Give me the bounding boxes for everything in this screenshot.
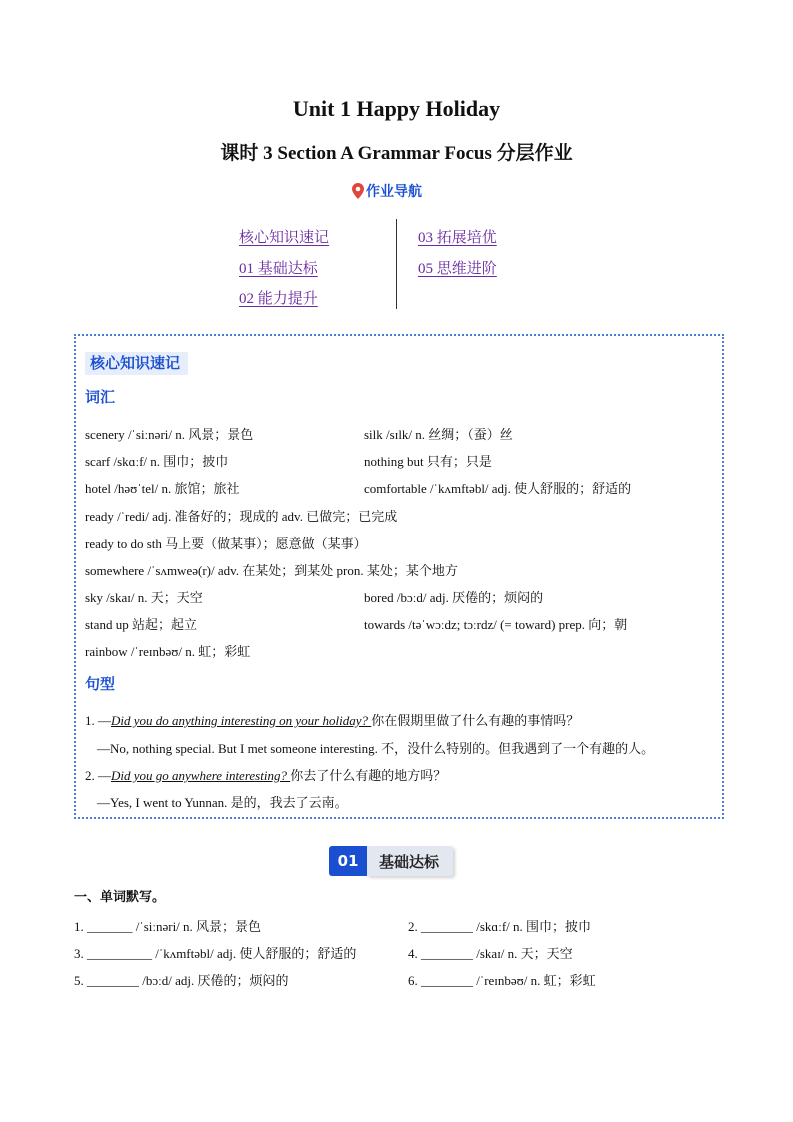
section-label: 基础达标 [367,846,453,876]
sentence-2-question: 2. —Did you go anywhere interesting? 你去了什么有趣的地方吗？ [85,768,447,783]
nav-link-05[interactable]: 05 思维进阶 [418,261,497,277]
nav-link-knowledge[interactable]: 核心知识速记 [239,230,330,246]
vocab-left-5: somewhere /ˈsʌmweə(r)/ adv. 在某处；到某处 pron. 某处；某个地方 [85,563,458,578]
exercise-2: 2. ________ /skɑːf/ n. 围巾；披巾 [408,919,592,934]
page-title: Unit 1 Happy Holiday [292,96,501,121]
nav-link-03[interactable]: 03 拓展培优 [418,230,497,246]
knowledge-section-title: 核心知识速记 [85,352,188,373]
vocab-left-4: ready to do sth 马上要（做某事）；愿意做（某事） [85,536,367,551]
vocab-left-3: ready /ˈredi/ adj. 准备好的；现成的 adv. 已做完；已完成 [85,509,398,524]
vocab-left-8: rainbow /ˈreɪnbəʊ/ n. 虹；彩虹 [85,644,251,659]
sentence-2-answer: —Yes, I went to Yunnan. 是的，我去了云南。 [97,795,348,810]
part1-title: 一、单词默写。 [74,890,166,905]
nav-link-02[interactable]: 02 能力提升 [239,291,318,307]
vocab-right-1: nothing but 只有；只是 [364,454,492,469]
vocab-left-1: scarf /skɑːf/ n. 围巾；披巾 [85,454,229,469]
vocab-left-6: sky /skaɪ/ n. 天；天空 [85,590,203,605]
section-01-header [329,846,453,876]
nav-link-01[interactable]: 01 基础达标 [239,261,318,277]
exercise-5: 5. ________ /bɔːd/ adj. 厌倦的；烦闷的 [74,973,289,988]
vocab-right-6: bored /bɔːd/ adj. 厌倦的；烦闷的 [364,590,544,605]
sentence-1-answer: —No, nothing special. But I met someone interesting. 不，没什么特别的。但我遇到了一个有趣的人。 [97,741,655,756]
exercise-4: 4. ________ /skaɪ/ n. 天；天空 [408,946,573,961]
vocab-right-0: silk /sɪlk/ n. 丝绸；（蚕）丝 [364,427,513,442]
section-number: 01 [329,846,367,876]
vocab-right-2: comfortable /ˈkʌmftəbl/ adj. 使人舒服的；舒适的 [364,481,632,496]
vocab-right-7: towards /təˈwɔːdz; tɔːrdz/ (= toward) prep. 向；朝 [364,617,628,632]
vocab-left-0: scenery /ˈsiːnəri/ n. 风景；景色 [85,427,254,442]
sentence-heading: 句型 [85,675,116,693]
vocab-left-2: hotel /həʊˈtel/ n. 旅馆；旅社 [85,481,240,496]
exercise-1: 1. _______ /ˈsiːnəri/ n. 风景；景色 [74,919,262,934]
exercise-6: 6. ________ /ˈreɪnbəʊ/ n. 虹；彩虹 [408,973,596,988]
page-subtitle: 课时 3 Section A Grammar Focus 分层作业 [220,143,573,164]
vocab-left-7: stand up 站起；起立 [85,617,197,632]
sentence-1-question: 1. —Did you do anything interesting on your holiday? 你在假期里做了什么有趣的事情吗？ [85,713,580,728]
nav-title: 作业导航 [366,184,422,200]
nav-divider [396,219,397,309]
vocab-heading: 词汇 [85,388,116,406]
location-pin-icon [352,183,364,199]
exercise-3: 3. __________ /ˈkʌmftəbl/ adj. 使人舒服的；舒适的 [74,946,357,961]
nav-header [352,181,422,201]
